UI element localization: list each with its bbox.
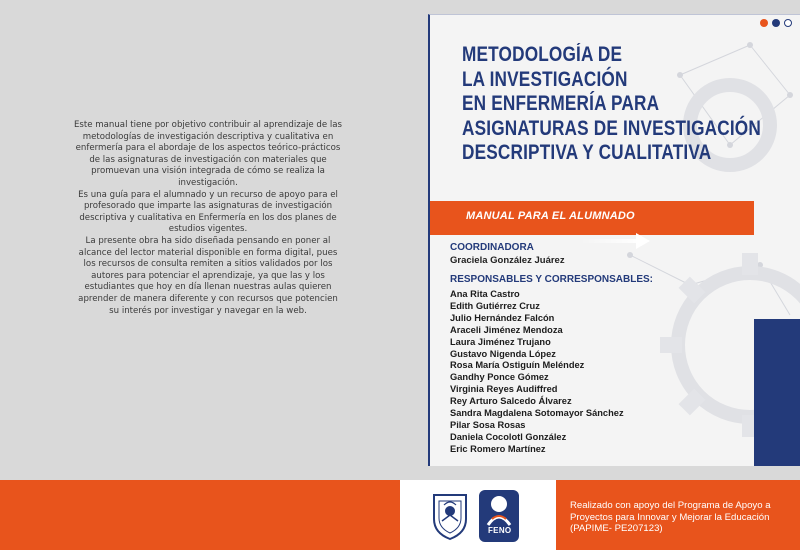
- list-item: Gandhy Ponce Gómez: [450, 372, 549, 383]
- responsables-list: [450, 289, 624, 456]
- book-subtitle: MANUAL PARA EL ALUMNADO: [466, 210, 635, 222]
- orange-dot-icon: [760, 19, 768, 27]
- back-cover: [0, 0, 420, 480]
- navy-accent-bar: [754, 319, 800, 466]
- list-item: Pilar Sosa Rosas: [450, 419, 526, 430]
- list-item: Edith Gutiérrez Cruz: [450, 300, 540, 311]
- title-line: DESCRIPTIVA Y CUALITATIVA: [462, 141, 712, 165]
- feno-logo-label: FENO: [488, 526, 512, 535]
- back-cover-blurb: [72, 120, 344, 317]
- list-item: Eric Romero Martínez: [450, 443, 546, 454]
- list-item: Araceli Jiménez Mendoza: [450, 324, 563, 335]
- coordinator-heading: COORDINADORA: [450, 242, 534, 253]
- list-item: Julio Hernández Falcón: [450, 312, 555, 323]
- list-item: Virginia Reyes Audiffred: [450, 384, 558, 395]
- decorative-dots: [760, 19, 792, 27]
- outline-dot-icon: [784, 19, 792, 27]
- list-item: Ana Rita Castro: [450, 289, 520, 299]
- list-item: Gustavo Nigenda López: [450, 348, 556, 359]
- front-cover: [428, 14, 800, 466]
- unam-seal-icon: [430, 491, 470, 541]
- title-line: LA INVESTIGACIÓN: [462, 67, 628, 91]
- footer-orange-band-left: [0, 480, 400, 550]
- responsables-heading: RESPONSABLES Y CORRESPONSABLES:: [450, 274, 654, 285]
- title-line: ASIGNATURAS DE INVESTIGACIÓN: [462, 116, 761, 140]
- list-item: Sandra Magdalena Sotomayor Sánchez: [450, 408, 624, 419]
- list-item: Rosa María Ostiguín Meléndez: [450, 360, 585, 371]
- title-line: EN ENFERMERÍA PARA: [462, 92, 660, 116]
- book-title: [462, 43, 761, 166]
- list-item: Rey Arturo Salcedo Álvarez: [450, 396, 572, 407]
- navy-dot-icon: [772, 19, 780, 27]
- title-line: METODOLOGÍA DE: [462, 43, 623, 66]
- list-item: Laura Jiménez Trujano: [450, 336, 551, 347]
- blurb-paragraph: La presente obra ha sido diseñada pensando en poner al alcance del lector material disponible en forma digital, pues los recursos de consulta remiten a sitios validados por los autores para potenciar el aprendizaje, ya que las y los estudiantes que hoy en día llenan nuestras aulas quieren aprender de manera diferente y con recursos que potencien su interés por investigar y navegar en la web.: [78, 235, 338, 316]
- arrow-icon: [580, 231, 650, 251]
- blurb-paragraph: Es una guía para el alumnado y un recurso de apoyo para el profesorado que imparte las asignaturas de investigación descriptiva y cualitativa en Enfermería en los dos planes de estudios vigentes.: [78, 189, 338, 235]
- blurb-paragraph: Este manual tiene por objetivo contribuir al aprendizaje de las metodologías de investigación descriptiva y cualitativa en enfermería para el abordaje de los aspectos teórico-prácticos de las asignaturas de investigación con materiales que promuevan una visión integrada de cómo se realiza la investigación.: [73, 120, 342, 188]
- support-credit-text: Realizado con apoyo del Programa de Apoyo a Proyectos para Innovar y Mejorar la Educación (PAPIME- PE207123): [570, 500, 771, 535]
- list-item: Daniela Cocolotl González: [450, 431, 567, 442]
- coordinator-name: Graciela González Juárez: [450, 255, 565, 266]
